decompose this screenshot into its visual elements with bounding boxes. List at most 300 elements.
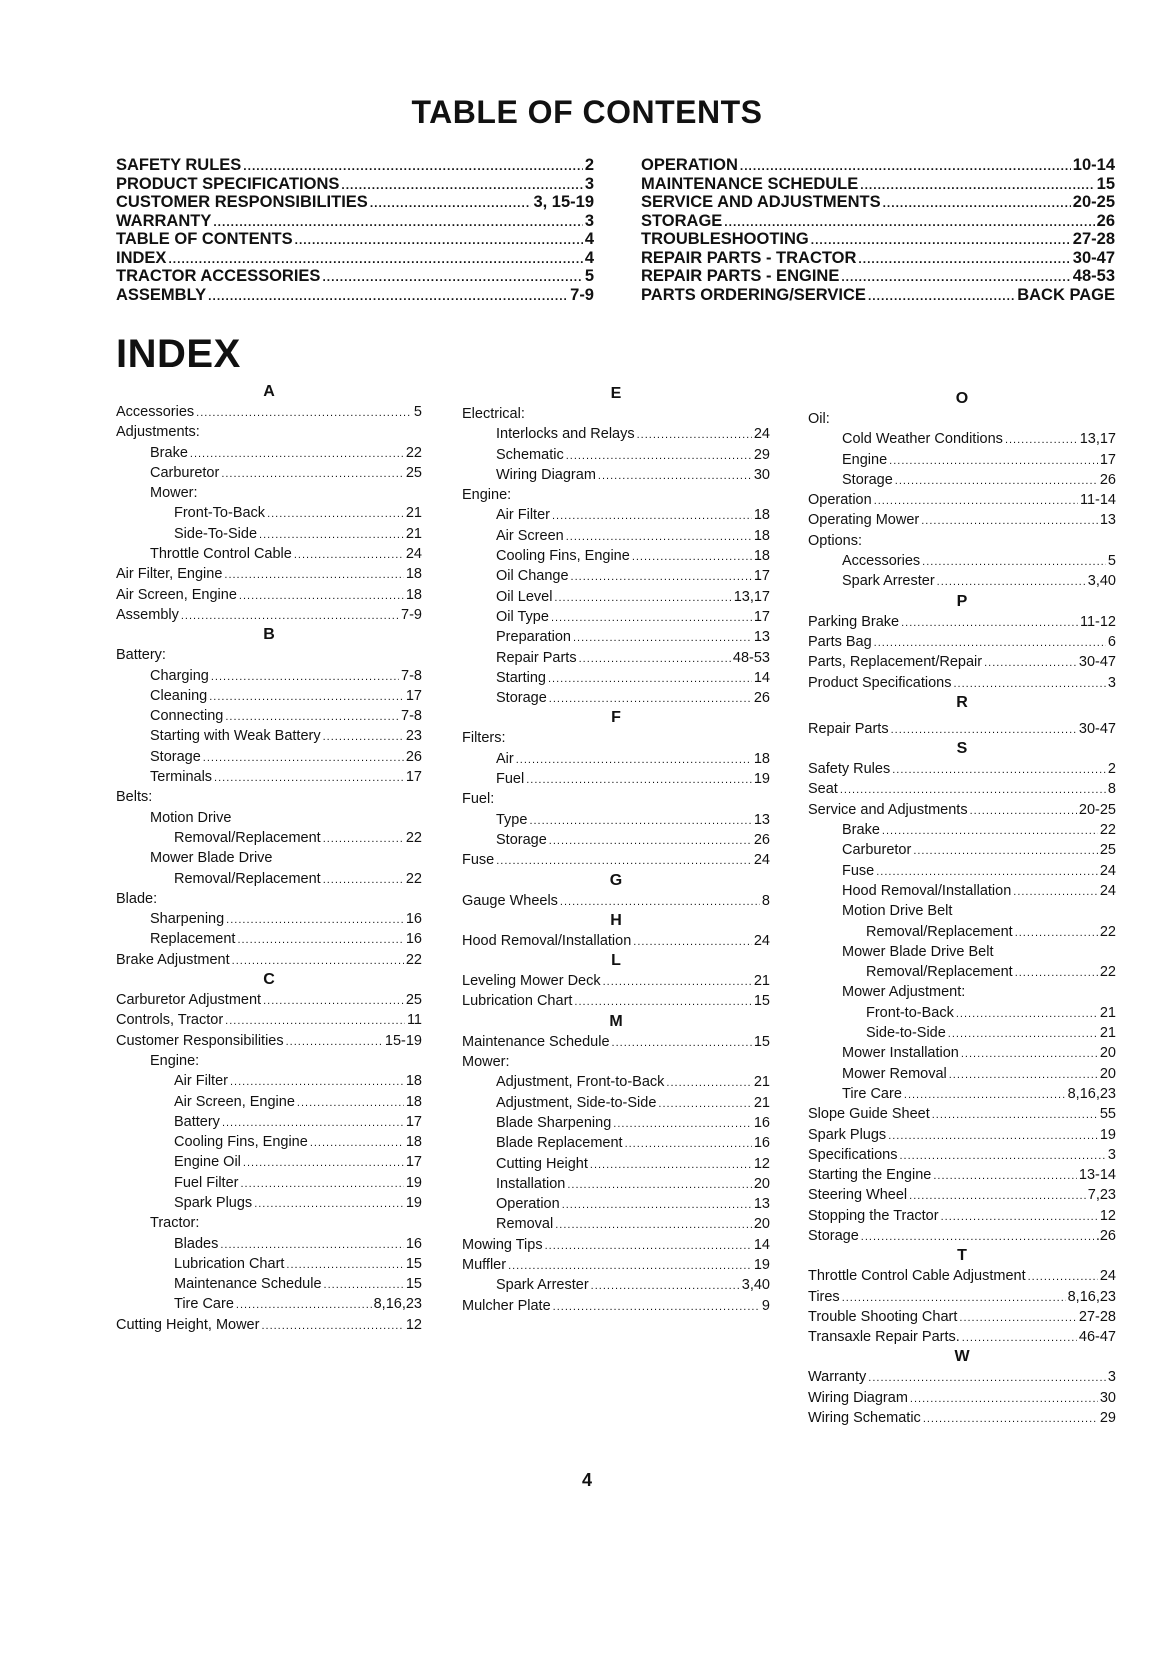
entry-page: 16 (753, 1135, 770, 1152)
toc-entry (116, 175, 594, 194)
dot-leader (240, 1173, 403, 1194)
index-letter-heading: T (957, 1247, 967, 1265)
entry-page: 3 (1107, 674, 1116, 691)
dot-leader (324, 1274, 404, 1295)
index-letter-heading: S (956, 740, 968, 758)
entry-label: Electrical: (462, 406, 525, 422)
index-entry (808, 1125, 1116, 1145)
dot-leader (613, 1113, 752, 1134)
entry-label: Charging (150, 667, 209, 684)
entry-label: Options: (808, 532, 862, 549)
entry-page: 16 (405, 1235, 422, 1252)
toc-entry (116, 249, 594, 268)
dot-leader (904, 1084, 1066, 1105)
dot-leader (196, 402, 412, 423)
entry-page: BACK PAGE (1017, 285, 1115, 304)
entry-page: 6 (1107, 633, 1116, 650)
entry-page: 46-47 (1078, 1329, 1116, 1346)
index-entry (116, 1274, 422, 1294)
index-entry (116, 422, 422, 442)
entry-label: REPAIR PARTS - ENGINE (641, 267, 840, 285)
toc-entry (641, 267, 1115, 286)
entry-page: 23 (405, 728, 422, 745)
entry-label: Storage (150, 748, 201, 765)
index-entry (462, 830, 770, 850)
index-entry (808, 490, 1116, 510)
index-entry (462, 1052, 770, 1072)
dot-leader (323, 726, 404, 747)
entry-label: PRODUCT SPECIFICATIONS (116, 174, 340, 193)
entry-page: 17 (405, 1113, 422, 1130)
entry-label: TABLE OF CONTENTS (116, 230, 293, 248)
entry-page: 18 (753, 548, 770, 565)
dot-leader (740, 156, 1071, 176)
dot-leader (267, 503, 404, 524)
index-entry (462, 1113, 770, 1133)
entry-label: Storage (496, 831, 547, 848)
index-entry (116, 950, 422, 970)
dot-leader (562, 1194, 752, 1215)
entry-page: 22 (405, 829, 422, 846)
entry-page: 22 (405, 444, 422, 461)
dot-leader (909, 1185, 1086, 1206)
dot-leader (598, 465, 752, 486)
entry-label: Starting the Engine (808, 1167, 932, 1184)
entry-page: 24 (1099, 862, 1116, 879)
entry-label: Transaxle Repair Parts. (808, 1329, 960, 1346)
entry-label: Engine (842, 451, 888, 468)
toc-entry (116, 230, 594, 249)
entry-label: Brake (150, 444, 188, 461)
index-entry (808, 1388, 1116, 1408)
entry-label: Maintenance Schedule (462, 1033, 610, 1050)
entry-label: Fuel Filter (174, 1174, 239, 1191)
dot-leader (553, 1296, 760, 1317)
entry-page: 18 (753, 507, 770, 524)
toc-entry (641, 175, 1115, 194)
entry-label: Mower: (150, 485, 198, 502)
index-entry (808, 962, 1116, 982)
dot-leader (545, 1235, 752, 1256)
dot-leader (203, 747, 404, 768)
index-entry (116, 524, 422, 544)
index-entry (116, 990, 422, 1010)
dot-leader (1015, 922, 1098, 943)
index-entry (462, 404, 770, 424)
index-entry (116, 1173, 422, 1193)
index-entry (808, 982, 1116, 1002)
index-letter-heading: B (263, 626, 275, 644)
entry-label: Belts: (116, 789, 153, 806)
entry-label: Assembly (116, 606, 179, 623)
index-letter-heading: E (610, 385, 622, 402)
entry-label: Blade: (116, 890, 158, 907)
dot-leader (956, 1003, 1098, 1024)
entry-label: Air Filter (496, 507, 550, 524)
index-entry (808, 1104, 1116, 1124)
index-entry (116, 443, 422, 463)
index-entry (462, 1214, 770, 1234)
index-entry (808, 759, 1116, 779)
entry-page: 7-9 (401, 606, 422, 623)
dot-leader (286, 1254, 403, 1275)
index-entry (116, 1031, 422, 1051)
index-letter-heading: W (954, 1348, 970, 1366)
entry-label: Trouble Shooting Chart (808, 1308, 958, 1325)
dot-leader (579, 648, 731, 669)
entry-page: 18 (405, 566, 422, 583)
entry-label: Repair Parts (808, 720, 889, 737)
dot-leader (554, 587, 731, 608)
entry-label: Spark Plugs (808, 1126, 887, 1143)
dot-leader (923, 1408, 1098, 1429)
index-entry (116, 483, 422, 503)
dot-leader (297, 1092, 404, 1113)
dot-leader (230, 1071, 404, 1092)
dot-leader (860, 175, 1094, 195)
entry-label: Blades (174, 1235, 219, 1252)
entry-page: 5 (584, 267, 594, 285)
entry-page: 22 (405, 870, 422, 887)
entry-label: Mower: (462, 1054, 510, 1071)
entry-page: 12 (753, 1155, 770, 1172)
index-entry (116, 1234, 422, 1254)
dot-leader (666, 1072, 751, 1093)
entry-page: 26 (753, 831, 770, 848)
dot-leader (961, 1043, 1098, 1064)
index-entry (808, 861, 1116, 881)
entry-label: Muffler (462, 1256, 507, 1273)
dot-leader (214, 767, 404, 788)
index-entry (808, 1145, 1116, 1165)
entry-label: Adjustments: (116, 424, 200, 441)
dot-leader (970, 800, 1077, 821)
entry-label: Storage (808, 1227, 859, 1244)
entry-label: Preparation (496, 629, 571, 646)
entry-label: Operation (496, 1196, 560, 1213)
entry-label: Air Screen (496, 527, 564, 544)
entry-page: 11-14 (1079, 492, 1116, 509)
entry-label: WARRANTY (116, 211, 212, 230)
index-entry (808, 1064, 1116, 1084)
toc-left-column (116, 156, 594, 304)
index-entry (116, 1193, 422, 1213)
entry-label: Installation (496, 1175, 566, 1192)
index-entry (116, 869, 422, 889)
entry-page: 19 (753, 771, 770, 788)
entry-page: 9 (761, 1297, 770, 1314)
entry-label: Throttle Control Cable Adjustment (808, 1268, 1026, 1285)
entry-label: INDEX (116, 248, 167, 267)
dot-leader (1028, 1266, 1098, 1287)
index-entry (462, 566, 770, 586)
dot-leader (889, 450, 1098, 471)
entry-page: 21 (753, 1074, 770, 1091)
dot-leader (237, 929, 403, 950)
entry-label: Air Screen, Engine (174, 1093, 295, 1110)
index-letter-heading: C (263, 971, 275, 989)
index-entry (462, 1154, 770, 1174)
dot-leader (941, 1206, 1098, 1227)
index-entry (808, 1023, 1116, 1043)
entry-label: Type (496, 811, 528, 828)
entry-page: 21 (753, 973, 770, 990)
index-entry (808, 1287, 1116, 1307)
entry-page: 11-12 (1079, 613, 1116, 630)
entry-page: 14 (753, 669, 770, 686)
entry-page: 19 (1099, 1126, 1116, 1143)
entry-label: Maintenance Schedule (174, 1276, 322, 1293)
entry-label: PARTS ORDERING/SERVICE (641, 285, 866, 304)
index-entry (462, 1275, 770, 1295)
entry-label: Brake Adjustment (116, 951, 230, 968)
index-entry (462, 991, 770, 1011)
dot-leader (840, 779, 1106, 800)
entry-page: 8,16,23 (373, 1296, 422, 1313)
entry-label: Air Filter, Engine (116, 566, 223, 583)
dot-leader (566, 526, 752, 547)
index-entry (808, 1367, 1116, 1387)
dot-leader (236, 1294, 372, 1315)
entry-page: 22 (1099, 964, 1116, 981)
dot-leader (811, 230, 1071, 250)
index-entry (116, 909, 422, 929)
entry-label: Front-to-Back (866, 1004, 954, 1021)
entry-label: STORAGE (641, 211, 723, 230)
entry-label: SERVICE AND ADJUSTMENTS (641, 193, 881, 211)
index-entry (808, 1307, 1116, 1327)
entry-label: Tractor: (150, 1215, 200, 1232)
entry-label: Brake (842, 822, 880, 839)
index-entry (462, 971, 770, 991)
entry-page: 25 (1099, 842, 1116, 859)
entry-label: Gauge Wheels (462, 892, 558, 909)
entry-label: TRACTOR ACCESSORIES (116, 267, 321, 285)
entry-page: 29 (753, 446, 770, 463)
entry-label: Removal (496, 1216, 554, 1233)
dot-leader (858, 249, 1070, 269)
entry-page: 18 (753, 750, 770, 767)
entry-label: Spark Arrester (496, 1277, 589, 1294)
entry-label: Customer Responsibilities (116, 1032, 284, 1049)
entry-label: Fuel (496, 771, 525, 788)
toc-entry (116, 286, 594, 305)
entry-page: 8,16,23 (1067, 1085, 1116, 1102)
dot-leader (658, 1093, 751, 1114)
entry-page: 18 (405, 1073, 422, 1090)
dot-leader (323, 869, 404, 890)
index-letter-heading: F (611, 709, 621, 727)
entry-page: 14 (753, 1236, 770, 1253)
entry-label: Mower Blade Drive Belt (842, 943, 994, 960)
dot-leader (224, 564, 403, 585)
dot-leader (984, 652, 1077, 673)
dot-leader (226, 909, 404, 930)
entry-page: 8 (761, 892, 770, 909)
dot-leader (571, 566, 752, 587)
toc-entry (641, 156, 1115, 175)
entry-label: Service and Adjustments (808, 801, 968, 818)
entry-label: Parts Bag (808, 633, 872, 650)
toc-entry (641, 193, 1115, 212)
entry-page: 22 (1099, 923, 1116, 940)
entry-label: Engine Oil (174, 1154, 241, 1171)
entry-page: 29 (1099, 1410, 1116, 1427)
index-entry (116, 1051, 422, 1071)
dot-leader (574, 991, 751, 1012)
entry-page: 25 (405, 992, 422, 1009)
index-entry (808, 470, 1116, 490)
index-entry (116, 889, 422, 909)
dot-leader (949, 1064, 1098, 1085)
dot-leader (259, 524, 404, 545)
entry-page: 3,40 (741, 1277, 770, 1294)
entry-page: 13 (753, 811, 770, 828)
entry-label: Storage (496, 690, 547, 707)
index-entry (462, 749, 770, 769)
dot-leader (891, 719, 1077, 740)
index-letter-heading: A (263, 383, 275, 400)
dot-leader (895, 470, 1098, 491)
index-entry (116, 787, 422, 807)
dot-leader (225, 706, 399, 727)
index-entry (462, 546, 770, 566)
entry-label: Adjustment, Side-to-Side (496, 1094, 657, 1111)
entry-label: Mower Adjustment: (842, 984, 966, 1001)
index-entry (116, 1071, 422, 1091)
index-entry (116, 1010, 422, 1030)
dot-leader (232, 950, 404, 971)
entry-page: 19 (753, 1256, 770, 1273)
entry-label: Mulcher Plate (462, 1297, 551, 1314)
index-entry (116, 605, 422, 625)
entry-page: 18 (405, 1134, 422, 1151)
index-entry (808, 800, 1116, 820)
index-entry (462, 931, 770, 951)
entry-page: 30-47 (1078, 654, 1116, 671)
entry-label: Oil Type (496, 608, 549, 625)
index-entry (808, 531, 1116, 551)
index-entry (116, 666, 422, 686)
entry-label: Tires (808, 1288, 840, 1305)
index-column-2 (462, 384, 770, 1316)
entry-label: Hood Removal/Installation (462, 932, 632, 949)
toc-entry (116, 267, 594, 286)
index-entry (808, 840, 1116, 860)
dot-leader (243, 156, 583, 176)
dot-leader (868, 286, 1015, 306)
index-letter-heading: P (956, 592, 968, 610)
dot-leader (632, 546, 752, 567)
index-letter-heading: O (955, 390, 969, 407)
index-entry (116, 1213, 422, 1233)
entry-label: Carburetor (150, 464, 220, 481)
dot-leader (962, 1327, 1077, 1348)
dot-leader (868, 1367, 1106, 1388)
index-entry (462, 505, 770, 525)
entry-label: Terminals (150, 769, 213, 786)
dot-leader (724, 212, 1094, 232)
index-entry (116, 1254, 422, 1274)
entry-label: Parking Brake (808, 613, 900, 630)
dot-leader (921, 510, 1098, 531)
index-entry (462, 1072, 770, 1092)
dot-leader (876, 861, 1098, 882)
index-column-3 (808, 389, 1116, 1428)
index-entry (116, 585, 422, 605)
entry-page: 15 (405, 1276, 422, 1293)
dot-leader (560, 891, 760, 912)
dot-leader (286, 1031, 383, 1052)
entry-label: MAINTENANCE SCHEDULE (641, 174, 859, 193)
entry-label: Air (496, 750, 514, 767)
entry-page: 5 (1107, 553, 1116, 570)
entry-page: 27-28 (1072, 230, 1115, 248)
entry-label: CUSTOMER RESPONSIBILITIES (116, 193, 368, 211)
entry-page: 3, 15-19 (533, 193, 594, 211)
dot-leader (937, 571, 1086, 592)
entry-label: Adjustment, Front-to-Back (496, 1074, 665, 1091)
dot-leader (516, 749, 752, 770)
entry-page: 12 (1099, 1207, 1116, 1224)
index-entry (462, 850, 770, 870)
index-entry (116, 767, 422, 787)
index-entry (116, 1112, 422, 1132)
index-entry (808, 571, 1116, 591)
dot-leader (566, 445, 752, 466)
entry-label: Operation (808, 492, 872, 509)
entry-page: 20-25 (1078, 801, 1116, 818)
entry-label: Controls, Tractor (116, 1012, 224, 1029)
entry-page: 21 (1099, 1004, 1116, 1021)
dot-leader (899, 1145, 1105, 1166)
entry-label: Slope Guide Sheet (808, 1106, 930, 1123)
index-entry (808, 1084, 1116, 1104)
entry-label: Steering Wheel (808, 1187, 908, 1204)
page-number: 4 (581, 1470, 592, 1490)
dot-leader (953, 673, 1105, 694)
index-entry (462, 810, 770, 830)
index-entry (462, 424, 770, 444)
dot-leader (892, 759, 1106, 780)
entry-page: 24 (753, 426, 770, 443)
index-entry (462, 688, 770, 708)
index-letter-heading: L (611, 952, 621, 970)
index-entry (462, 526, 770, 546)
entry-label: Spark Plugs (174, 1194, 253, 1211)
entry-page: 3 (584, 174, 594, 193)
dot-leader (637, 424, 752, 445)
index-entry (116, 1132, 422, 1152)
index-entry (462, 668, 770, 688)
entry-page: .26 (1095, 1227, 1116, 1244)
entry-label: Accessories (842, 553, 921, 570)
dot-leader (567, 1174, 752, 1195)
entry-label: Mower Removal (842, 1065, 947, 1082)
toc-title: TABLE OF CONTENTS (411, 94, 763, 130)
entry-page: 30-47 (1078, 720, 1116, 737)
entry-label: Motion Drive (150, 809, 232, 826)
index-entry (116, 1152, 422, 1172)
index-entry (808, 1206, 1116, 1226)
index-entry (808, 942, 1116, 962)
dot-leader (1013, 881, 1098, 902)
dot-leader (1005, 429, 1078, 450)
entry-label: Air Filter (174, 1073, 228, 1090)
index-entry (116, 828, 422, 848)
index-entry (462, 607, 770, 627)
index-entry (462, 789, 770, 809)
